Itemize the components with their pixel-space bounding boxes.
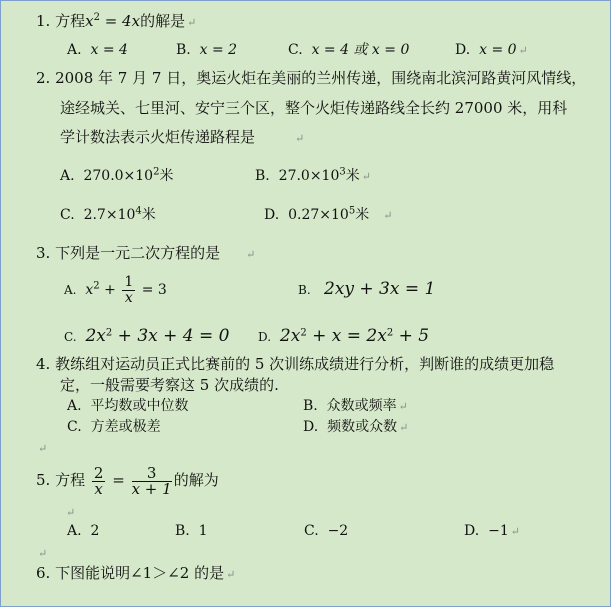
question-5-stem: 5. 方程 $\frac{2}{x}$ = $\frac{3}{x + 1}$ 的解为 <box>36 463 219 498</box>
q5-option-d: D. −1 ↵ <box>464 523 520 539</box>
q5-option-b: B. 1 <box>175 523 208 539</box>
q4-option-b: B. 众数或频率 ↵ <box>303 398 408 414</box>
question-2-line-2: 途经城关、七里河、安宁三个区，整个火炬传递路线全长约 27000 米，用科 <box>60 99 568 117</box>
question-1-stem: 1. 方程$x^2 = 4x$的解是 ↵ <box>36 12 197 30</box>
q3-option-d: D. $2x^2 + x = 2x^2 + 5$ <box>258 326 430 346</box>
question-4-line-2: 定，一般需要考察这 5 次成绩的. <box>60 376 279 394</box>
fraction-3-over-x-plus-1: $\frac{3}{x + 1}$ <box>131 463 172 498</box>
fraction-2-over-x: $\frac{2}{x}$ <box>93 463 104 498</box>
q4-option-c: C. 方差或极差 <box>67 419 161 435</box>
question-6-stem: 6. 下图能说明∠1＞∠2 的是 ↵ <box>36 564 236 582</box>
empty-paragraph-3: ↵ <box>38 547 48 560</box>
empty-paragraph-1: ↵ <box>38 442 48 455</box>
q3-option-b: B. 2xy + 3x = 1 <box>298 279 436 299</box>
question-2-line-1: 2. 2008 年 7 月 7 日，奥运火炬在美丽的兰州传递，围绕南北滨河路黄河风情线， <box>36 69 587 87</box>
question-4-line-1: 4. 教练组对运动员正式比赛前的 5 次训练成绩进行分析，判断谁的成绩更加稳 <box>36 355 555 373</box>
q4-option-a: A. 平均数或中位数 <box>67 398 189 414</box>
q4-option-d: D. 频数或众数 ↵ <box>303 419 409 435</box>
q1-option-c: C. x = 4 或 x = 0 <box>288 42 410 58</box>
q1-option-a: A. x = 4 <box>67 42 128 58</box>
fraction-1-over-x: $\frac{1}{x}$ <box>124 273 134 306</box>
empty-paragraph-2: ↵ <box>66 506 76 519</box>
q1-option-d: D. x = 0 ↵ <box>455 42 528 58</box>
q3-option-c: C. $2x^2 + 3x + 4 = 0$ <box>64 326 230 346</box>
q5-option-a: A. 2 <box>67 523 100 539</box>
q2-option-a: A. $270.0\times 10^2$米 <box>60 166 174 184</box>
q5-option-c: C. −2 <box>304 523 349 539</box>
q2-option-b: B. $27.0\times 10^3$米 ↵ <box>255 166 371 184</box>
q2-option-d: D. $0.27\times 10^5$米 ↵ <box>264 205 393 223</box>
question-3-stem: 3. 下列是一元二次方程的是 ↵ <box>36 244 256 262</box>
q1-option-b: B. x = 2 <box>176 42 238 58</box>
q3-option-a: A. $x^2$ + $\frac{1}{x}$ = 3 <box>64 273 167 306</box>
q2-option-c: C. $2.7\times 10^4$米 <box>60 205 156 223</box>
question-2-line-3: 学计数法表示火炬传递路程是 ↵ <box>60 128 305 146</box>
